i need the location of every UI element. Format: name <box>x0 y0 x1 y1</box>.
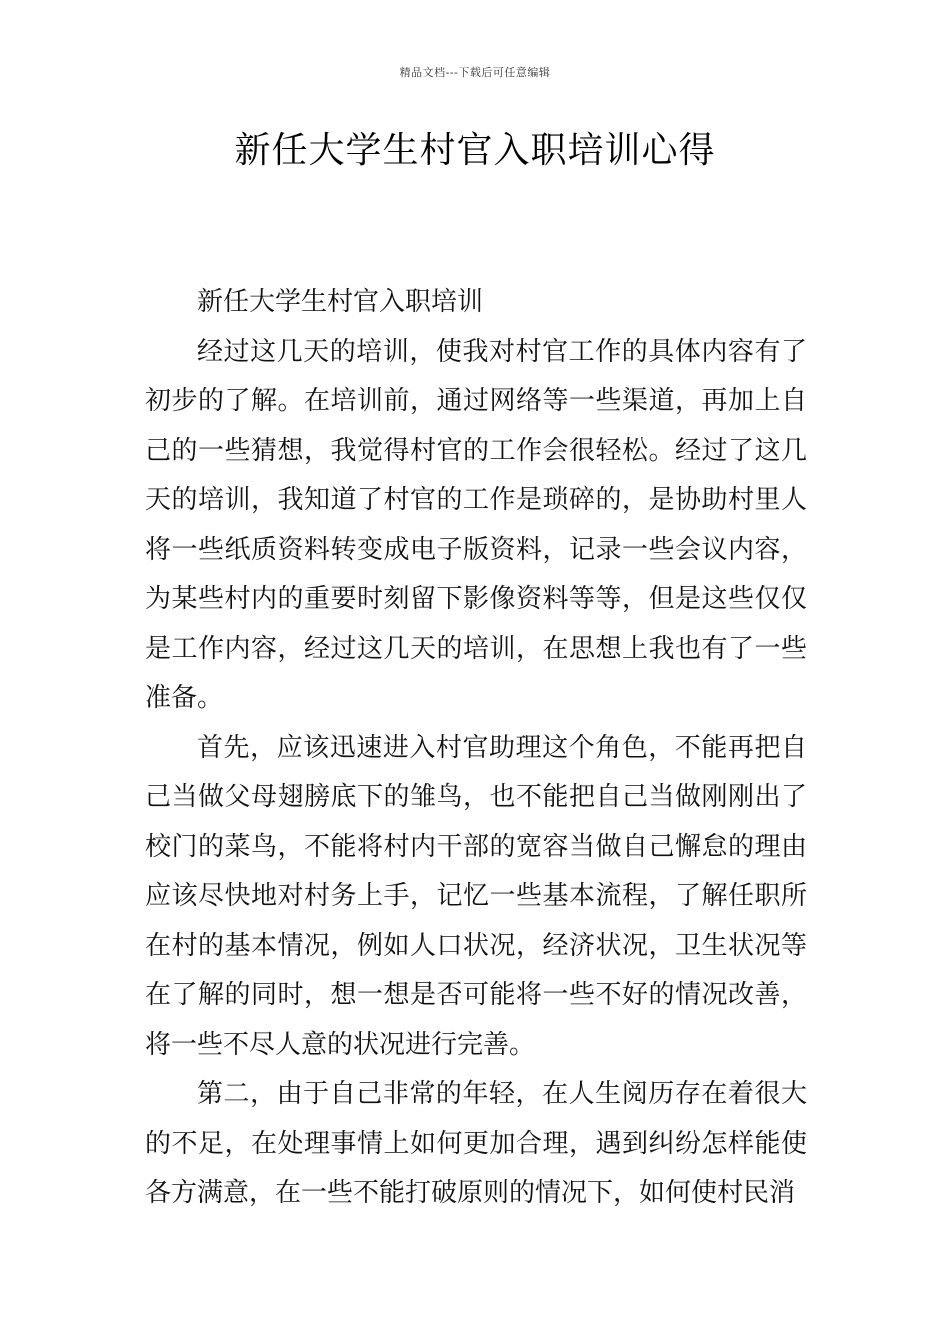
document-title: 新任大学生村官入职培训心得 <box>234 130 716 171</box>
header-note: 精品文档---下载后可任意编辑 <box>399 66 551 79</box>
paragraph-subtitle: 新任大学生村官入职培训 <box>197 287 484 317</box>
document-body <box>145 278 807 1219</box>
paragraph-3: 第二，由于自己非常的年轻，在人生阅历存在着很大的不足，在处理事情上如何更加合理，遇到纠纷怎样能使各方满意，在一些不能打破原则的情况下，如何使村民消 <box>145 1079 807 1208</box>
paragraph-2: 首先，应该迅速进入村官助理这个角色，不能再把自己当做父母翅膀底下的雏鸟，也不能把自己当做刚刚出了校门的菜鸟，不能将村内干部的宽容当做自己懈怠的理由应该尽快地对村务上手，记忆一些基本流程，了解任职所在村的基本情况，例如人口状况，经济状况，卫生状况等在了解的同时，想一想是否可能将一些不好的情况改善，将一些不尽人意的状况进行完善。 <box>145 732 807 1060</box>
paragraph-1: 经过这几天的培训，使我对村官工作的具体内容有了初步的了解。在培训前，通过网络等一些渠道，再加上自己的一些猜想，我觉得村官的工作会很轻松。经过了这几天的培训，我知道了村官的工作是琐碎的，是协助村里人将一些纸质资料转变成电子版资料，记录一些会议内容，为某些村内的重要时刻留下影像资料等等，但是这些仅仅是工作内容，经过这几天的培训，在思想上我也有了一些准备。 <box>145 336 807 713</box>
